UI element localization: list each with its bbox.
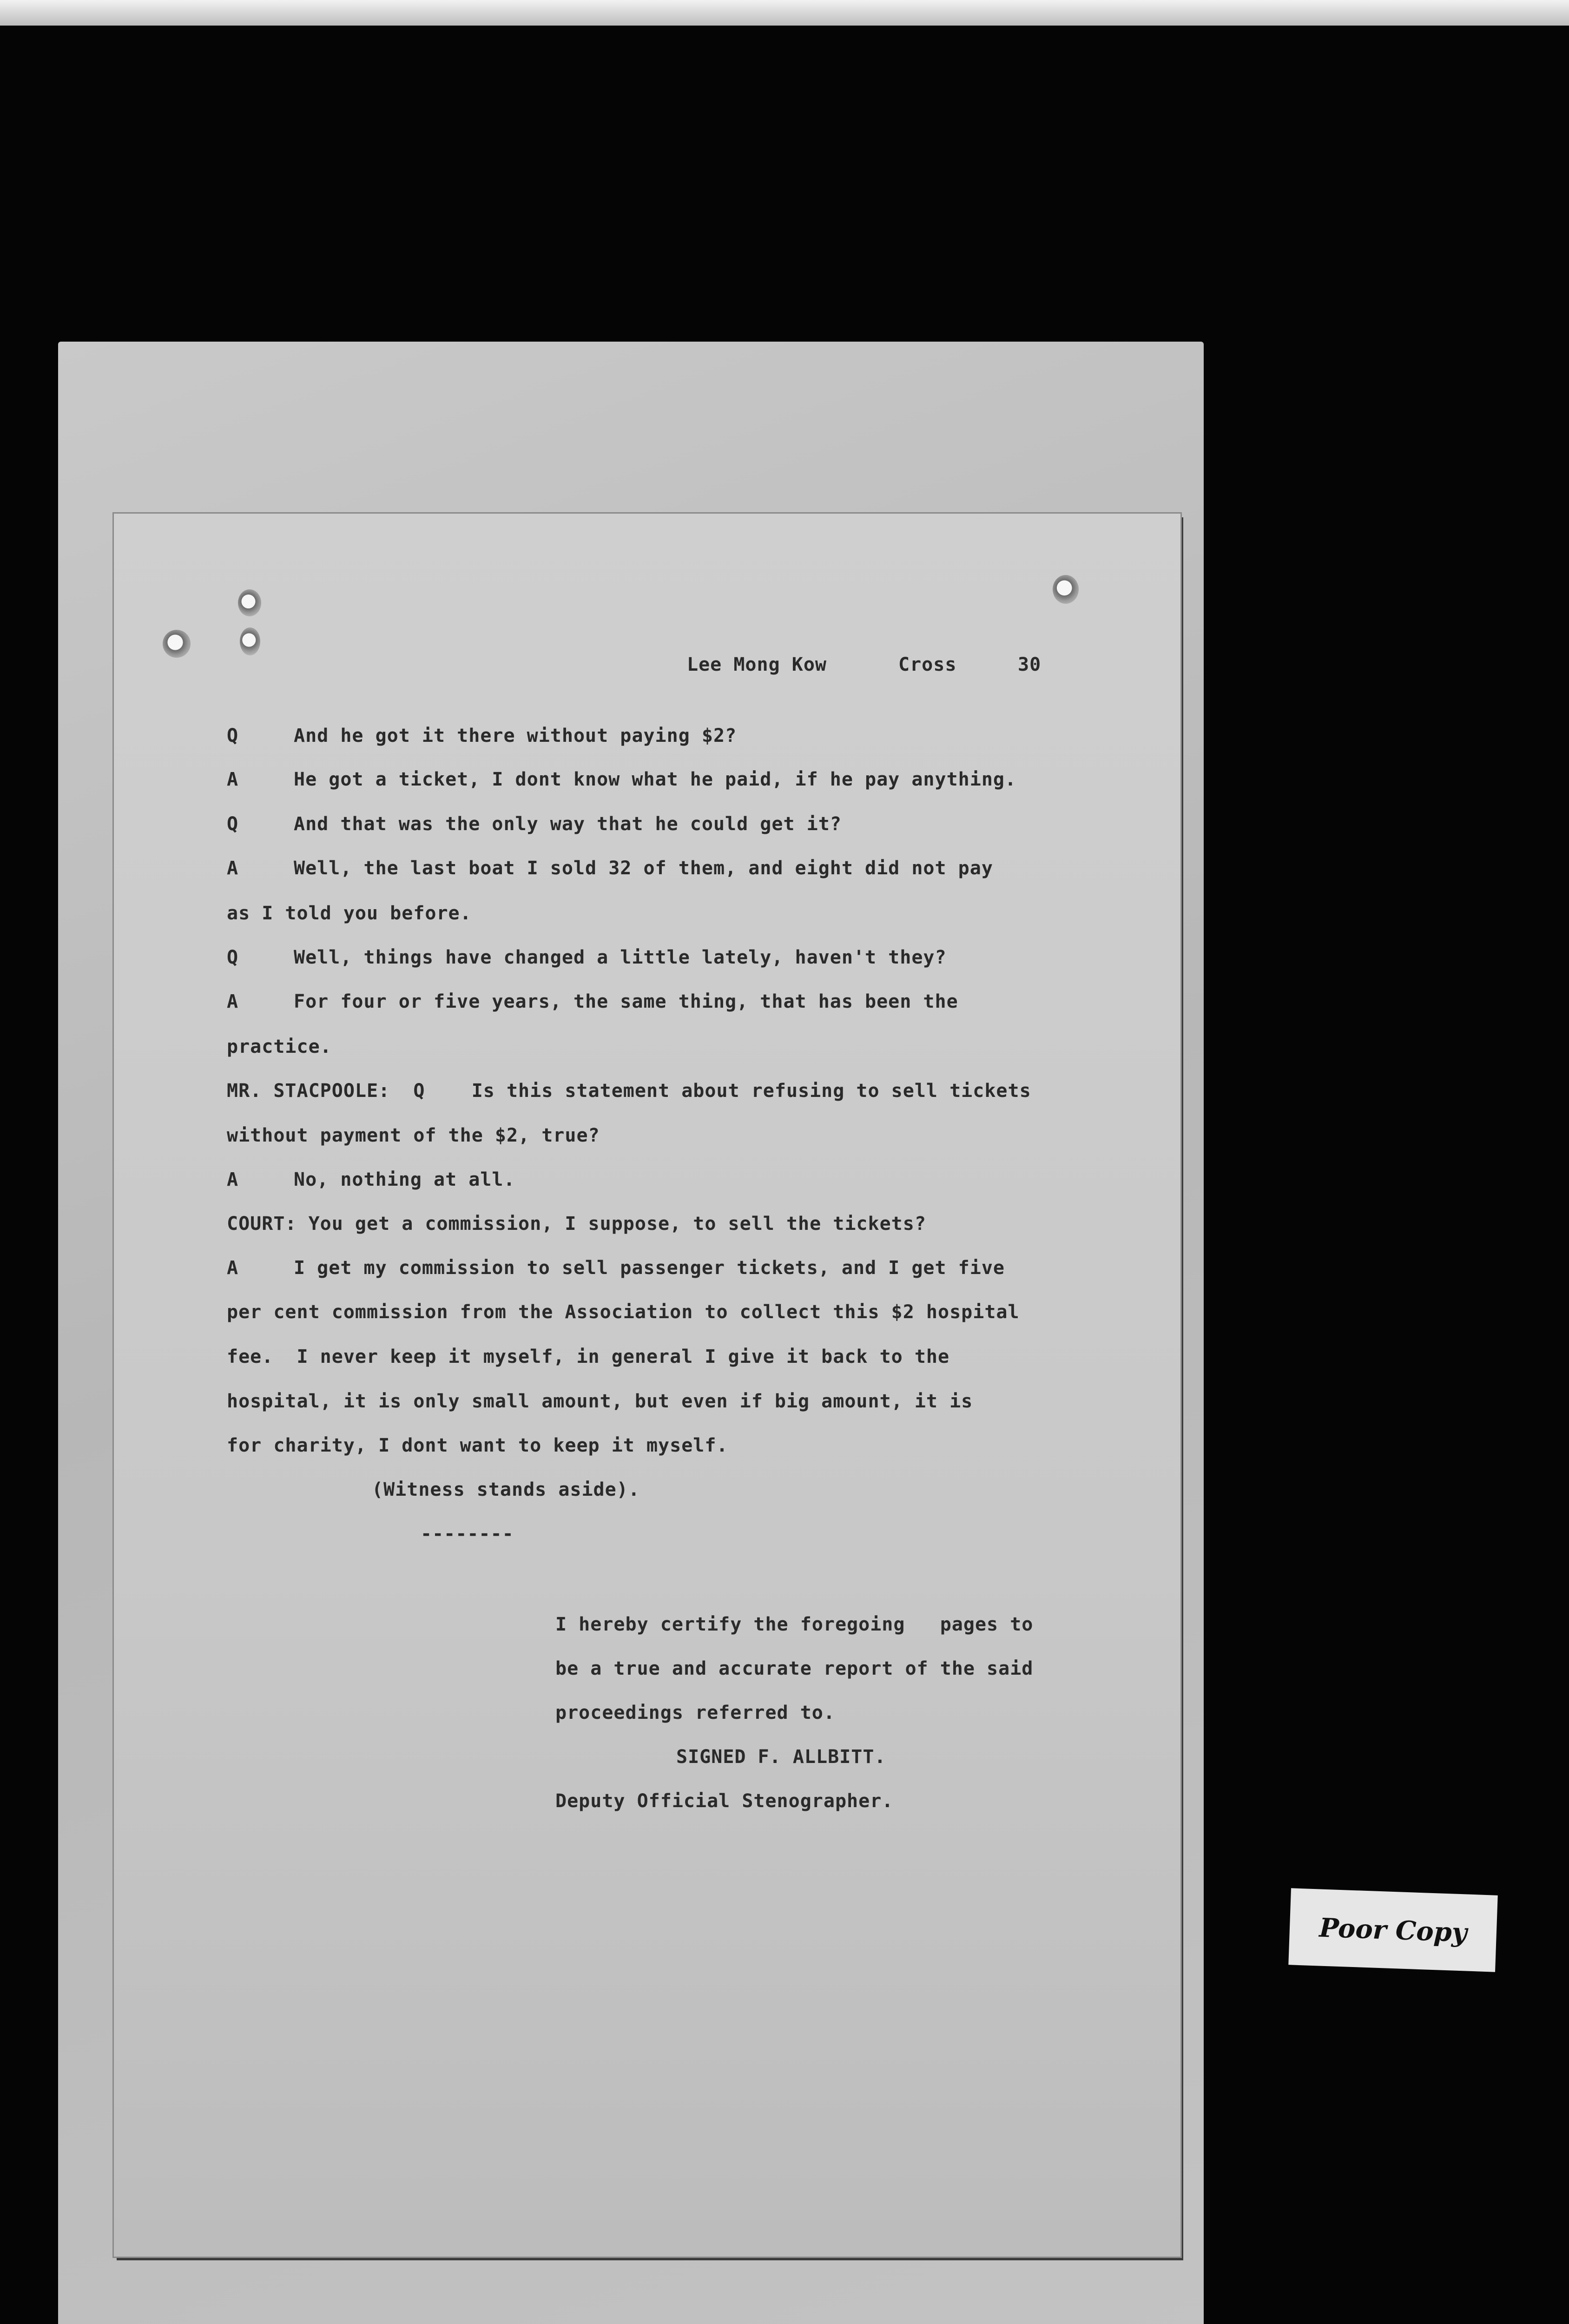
line-text: He got a ticket, I dont know what he paid, if he pay anything. xyxy=(294,769,1017,790)
line-text: For four or five years, the same thing, that has been the xyxy=(294,991,958,1012)
film-top-strip xyxy=(0,0,1569,26)
line-text: Well, the last boat I sold 32 of them, and eight did not pay xyxy=(294,858,993,879)
poor-copy-tag: Poor Copy xyxy=(1288,1888,1497,1972)
line-speaker: A xyxy=(227,1169,239,1190)
line-text: And he got it there without paying $2? xyxy=(294,725,737,746)
line-text: without payment of the $2, true? xyxy=(227,1125,600,1146)
line-text: fee. I never keep it myself, in general I give it back to the xyxy=(227,1346,950,1367)
line-text: per cent commission from the Association to collect this $2 hospital xyxy=(227,1301,1020,1323)
line-text: I get my commission to sell passenger tickets, and I get five xyxy=(294,1257,1005,1279)
line-speaker: A xyxy=(227,769,239,790)
header-name: Lee Mong Kow xyxy=(687,654,827,675)
witness-note: (Witness stands aside). xyxy=(372,1479,640,1500)
line-text: as I told you before. xyxy=(227,903,472,924)
line-text: No, nothing at all. xyxy=(294,1169,515,1190)
line-speaker: A xyxy=(227,1257,239,1279)
line-text: And that was the only way that he could get it? xyxy=(294,813,842,835)
punch-hole xyxy=(240,627,260,655)
punch-hole xyxy=(163,630,191,658)
stenographer-title: Deputy Official Stenographer. xyxy=(555,1790,894,1812)
line-speaker: A xyxy=(227,858,239,879)
divider-line: -------- xyxy=(421,1523,514,1545)
line-text: for charity, I dont want to keep it myself. xyxy=(227,1435,728,1456)
punch-hole xyxy=(238,589,261,616)
header-section: Cross xyxy=(898,654,957,675)
line-text: COURT: You get a commission, I suppose, to sell the tickets? xyxy=(227,1213,926,1235)
line-speaker: Q xyxy=(227,725,239,746)
line-speaker: Q xyxy=(227,813,239,835)
line-text: practice. xyxy=(227,1036,332,1057)
page-number: 30 xyxy=(1018,654,1042,675)
certification-line: be a true and accurate report of the said xyxy=(555,1658,1034,1679)
line-speaker: A xyxy=(227,991,239,1012)
line-speaker: Q xyxy=(227,947,239,968)
certification-line: I hereby certify the foregoing pages to xyxy=(555,1614,1034,1635)
signature-line: SIGNED F. ALLBITT. xyxy=(676,1746,886,1768)
certification-line: proceedings referred to. xyxy=(555,1702,835,1723)
punch-hole xyxy=(1053,575,1079,604)
line-text: MR. STACPOOLE: Q Is this statement about refusing to sell tickets xyxy=(227,1080,1031,1102)
line-text: hospital, it is only small amount, but even if big amount, it is xyxy=(227,1391,973,1412)
line-text: Well, things have changed a little lately, haven't they? xyxy=(294,947,947,968)
